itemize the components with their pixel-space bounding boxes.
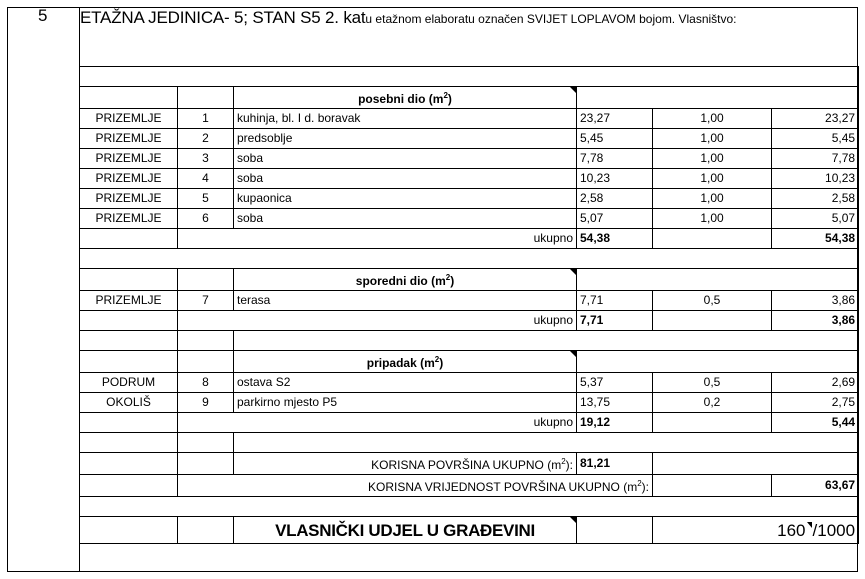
empty-cell [577, 517, 653, 544]
weighted-area-cell: 7,78 [772, 149, 859, 169]
weighted-area-cell: 2,75 [772, 393, 859, 413]
room-number-cell: 3 [178, 149, 234, 169]
room-number-cell: 9 [178, 393, 234, 413]
room-number-cell: 5 [178, 189, 234, 209]
coefficient-cell: 0,5 [653, 291, 772, 311]
unit-exponent: 2 [434, 355, 440, 364]
total-value-area-label [178, 475, 653, 497]
empty-cell [178, 453, 234, 475]
empty-cell [577, 87, 859, 109]
spacer-row [80, 497, 859, 517]
area-cell: 7,71 [577, 291, 653, 311]
empty-cell [178, 87, 234, 109]
coefficient-cell: 1,00 [653, 189, 772, 209]
label-text: VLASNIČKI UDJEL U GRAĐEVINI [275, 520, 535, 540]
corner-marker [570, 351, 576, 357]
room-name-cell: ostava S2 [234, 373, 577, 393]
section-header-posebni [80, 87, 859, 109]
section-title-text: pripadak (m [366, 356, 435, 370]
total-usable-area-row [80, 453, 859, 475]
spacer-row [80, 67, 859, 87]
table-row [80, 393, 859, 413]
total-usable-area-label [234, 453, 577, 475]
coefficient-cell: 1,00 [653, 129, 772, 149]
table-row [80, 109, 859, 129]
weighted-area-cell: 10,23 [772, 169, 859, 189]
subtotal-label: ukupno [178, 229, 577, 249]
area-cell: 13,75 [577, 393, 653, 413]
empty-cell [234, 331, 859, 351]
area-cell: 5,37 [577, 373, 653, 393]
empty-cell [80, 433, 178, 453]
level-cell: PODRUM [80, 373, 178, 393]
subtotal-area: 19,12 [577, 413, 653, 433]
ownership-share-row [80, 517, 859, 544]
total-value-area-value: 63,67 [772, 475, 859, 497]
level-cell: PRIZEMLJE [80, 291, 178, 311]
room-name-cell: kupaonica [234, 189, 577, 209]
room-name-cell: soba [234, 209, 577, 229]
unit-number: 5 [38, 6, 48, 25]
empty-cell [653, 413, 772, 433]
corner-marker [570, 269, 576, 275]
label-text: KORISNA VRIJEDNOST POVRŠINA UKUPNO (m [368, 480, 638, 494]
table-row [80, 291, 859, 311]
room-name-cell: parkirno mjesto P5 [234, 393, 577, 413]
empty-cell [653, 229, 772, 249]
ownership-share-value [653, 517, 859, 544]
empty-cell [80, 413, 178, 433]
table-row [80, 189, 859, 209]
room-number-cell: 8 [178, 373, 234, 393]
table-row [80, 209, 859, 229]
spacer-row [80, 331, 859, 351]
weighted-area-cell: 2,69 [772, 373, 859, 393]
coefficient-cell: 1,00 [653, 109, 772, 129]
empty-cell [80, 249, 859, 269]
room-name-cell: kuhinja, bl. I d. boravak [234, 109, 577, 129]
empty-cell [80, 229, 178, 249]
corner-marker [570, 517, 576, 523]
corner-marker [570, 87, 576, 93]
label-close: ): [565, 458, 573, 472]
level-cell: PRIZEMLJE [80, 109, 178, 129]
subtotal-row-pripadak [80, 413, 859, 433]
level-cell: OKOLIŠ [80, 393, 178, 413]
area-cell: 5,07 [577, 209, 653, 229]
weighted-area-cell: 5,07 [772, 209, 859, 229]
level-cell: PRIZEMLJE [80, 169, 178, 189]
section-title-close: ) [447, 92, 452, 106]
room-number-cell: 6 [178, 209, 234, 229]
empty-cell [178, 433, 234, 453]
weighted-area-cell: 2,58 [772, 189, 859, 209]
room-number-cell: 2 [178, 129, 234, 149]
empty-cell [80, 269, 178, 291]
subtotal-area: 54,38 [577, 229, 653, 249]
room-name-cell: predsoblje [234, 129, 577, 149]
weighted-area-cell: 3,86 [772, 291, 859, 311]
empty-cell [178, 517, 234, 544]
section-title-close: ) [450, 274, 455, 288]
section-title-close: ) [439, 356, 444, 370]
unit-exponent: 2 [443, 91, 448, 100]
total-usable-area-value: 81,21 [577, 453, 653, 475]
empty-cell [178, 331, 234, 351]
weighted-area-cell: 23,27 [772, 109, 859, 129]
room-number-cell: 1 [178, 109, 234, 129]
empty-cell [80, 87, 178, 109]
empty-cell [653, 453, 859, 475]
section-title-posebni [234, 87, 577, 109]
area-cell: 10,23 [577, 169, 653, 189]
marker-icon [807, 522, 812, 528]
empty-cell [80, 453, 178, 475]
empty-cell [577, 351, 859, 373]
subtotal-area: 7,71 [577, 311, 653, 331]
empty-cell [80, 351, 178, 373]
level-cell: PRIZEMLJE [80, 129, 178, 149]
section-title-pripadak [234, 351, 577, 373]
subtotal-row-sporedni [80, 311, 859, 331]
ownership-share-label [234, 517, 577, 544]
coefficient-cell: 0,2 [653, 393, 772, 413]
unit-exponent: 2 [561, 457, 566, 466]
empty-cell [653, 475, 772, 497]
empty-cell [80, 331, 178, 351]
weighted-area-cell: 5,45 [772, 129, 859, 149]
room-number-cell: 4 [178, 169, 234, 189]
section-title-text: posebni dio (m [358, 92, 444, 106]
empty-cell [653, 311, 772, 331]
empty-cell [234, 433, 859, 453]
empty-cell [80, 311, 178, 331]
spacer-row [80, 249, 859, 269]
coefficient-cell: 1,00 [653, 209, 772, 229]
empty-cell [178, 351, 234, 373]
subtotal-label: ukupno [178, 413, 577, 433]
room-name-cell: soba [234, 149, 577, 169]
section-header-sporedni [80, 269, 859, 291]
subtotal-row-posebni [80, 229, 859, 249]
coefficient-cell: 0,5 [653, 373, 772, 393]
unit-title-subtitle: u etažnom elaboratu označen SVIJET LOPLAVOM bojom. Vlasništvo: [365, 12, 737, 26]
empty-cell [178, 269, 234, 291]
level-cell: PRIZEMLJE [80, 209, 178, 229]
level-cell: PRIZEMLJE [80, 189, 178, 209]
empty-cell [80, 497, 859, 517]
subtotal-weighted: 54,38 [772, 229, 859, 249]
level-cell: PRIZEMLJE [80, 149, 178, 169]
area-cell: 5,45 [577, 129, 653, 149]
subtotal-weighted: 5,44 [772, 413, 859, 433]
share-numerator: 160 [777, 520, 806, 540]
label-text: KORISNA POVRŠINA UKUPNO (m [371, 458, 562, 472]
total-value-area-row [80, 475, 859, 497]
share-denominator: /1000 [812, 520, 856, 540]
unit-exponent: 2 [445, 273, 451, 282]
empty-cell [577, 269, 859, 291]
table-row [80, 169, 859, 189]
room-name-cell: terasa [234, 291, 577, 311]
area-cell: 2,58 [577, 189, 653, 209]
unit-title-main: ETAŽNA JEDINICA- 5; STAN S5 2. kat [80, 8, 366, 27]
section-header-pripadak [80, 351, 859, 373]
table-row [80, 129, 859, 149]
subtotal-label: ukupno [178, 311, 577, 331]
section-title-text: sporedni dio (m [355, 274, 446, 288]
area-cell: 23,27 [577, 109, 653, 129]
coefficient-cell: 1,00 [653, 149, 772, 169]
table-row [80, 373, 859, 393]
room-name-cell: soba [234, 169, 577, 189]
spacer-row [80, 433, 859, 453]
section-title-sporedni [234, 269, 577, 291]
empty-cell [80, 517, 178, 544]
area-table [79, 66, 859, 544]
empty-cell [80, 475, 178, 497]
room-number-cell: 7 [178, 291, 234, 311]
label-close: ): [641, 480, 649, 494]
table-row [80, 149, 859, 169]
unit-exponent: 2 [637, 479, 642, 488]
unit-title [80, 8, 737, 28]
area-cell: 7,78 [577, 149, 653, 169]
subtotal-weighted: 3,86 [772, 311, 859, 331]
coefficient-cell: 1,00 [653, 169, 772, 189]
